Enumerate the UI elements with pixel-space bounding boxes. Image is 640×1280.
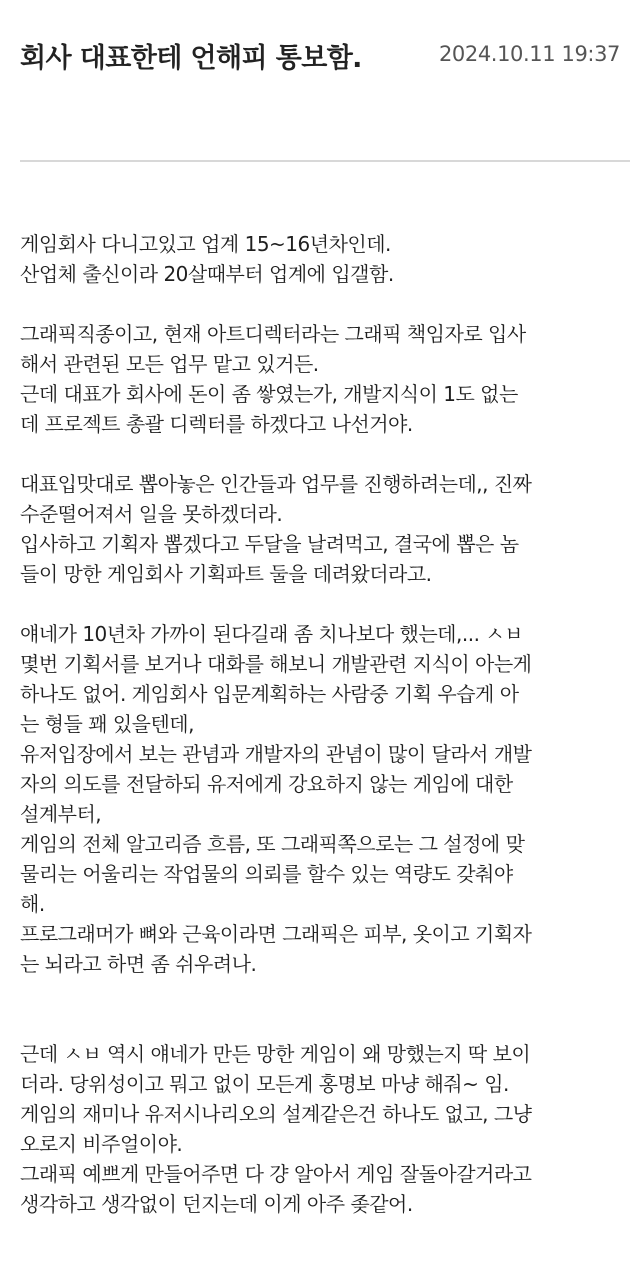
- post-body: 게임회사 다니고있고 업계 15~16년차인데. 산업체 출신이라 20살때부터 업계에 입갤함. 그래픽직종이고, 현재 아트디렉터라는 그래픽 책임자로 입사 해서 관련된 모든 업무 맡고 있거든. 근데 대표가 회사에 돈이 좀 쌓였는가, 개발지식이 1도 없는 데 프로젝트 총괄 디렉터를 하겠다고 나선거야. 대표입맛대로 뽑아놓은 인간들과 업무를 진행하려는데,, 진짜 수준떨어져서 일을 못하겠더라. 입사하고 기획자 뽑겠다고 두달을 날려먹고, 결국에 뽑은 놈 들이 망한 게임회사 기획파트 둘을 데려왔더라고. 얘네가 10년차 가까이 된다길래 좀 치나보다 했는데,... ㅅㅂ 몇번 기획서를 보거나 대화를 해보니 개발관련 지식이 아는게 하나도 없어. 게임회사 입문계획하는 사람중 기획 우습게 아 는 형들 꽤 있을텐데, 유저입장에서 보는 관념과 개발자의 관념이 많이 달라서 개발 자의 의도를 전달하되 유저에게 강요하지 않는 게임에 대한 설계부터, 게임의 전체 알고리즘 흐름, 또 그래픽쪽으로는 그 설정에 맞 물리는 어울리는 작업물의 의뢰를 할수 있는 역량도 갖춰야 해. 프로그래머가 뼈와 근육이라면 그래픽은 피부, 옷이고 기획자 는 뇌라고 하면 좀 쉬우려나. 근데 ㅅㅂ 역시 얘네가 만든 망한 게임이 왜 망했는지 딱 보이 더라. 당위성이고 뭐고 없이 모든게 홍명보 마냥 해줘~ 임. 게임의 재미나 유저시나리오의 설계같은건 하나도 없고, 그냥 오로지 비주얼이야. 그래픽 예쁘게 만들어주면 다 걍 알아서 게임 잘돌아갈거라고 생각하고 생각없이 던지는데 이게 아주 좆같어.: [20, 232, 532, 1216]
- post-title: 회사 대표한테 언해피 통보함.: [20, 43, 362, 74]
- post-header: [0, 0, 640, 106]
- post-date: 2024.10.11 19:37: [438, 42, 620, 66]
- header-divider: [20, 160, 630, 162]
